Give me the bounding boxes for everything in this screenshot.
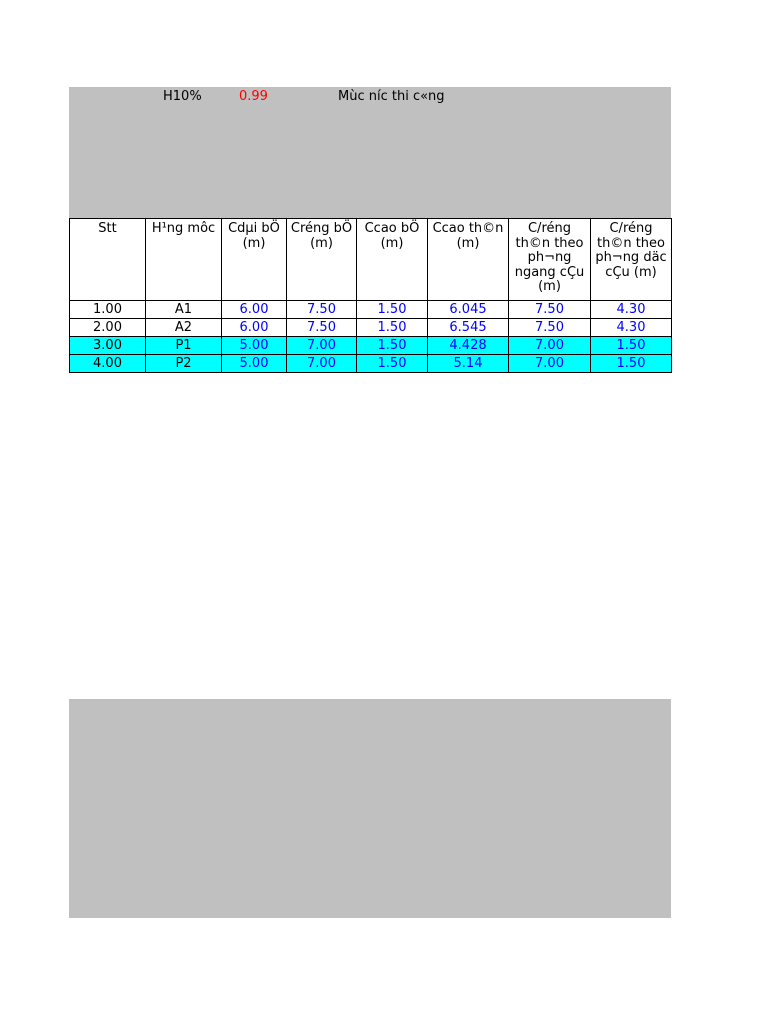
table-cell: P1 bbox=[146, 337, 222, 355]
table-cell: 1.50 bbox=[357, 337, 428, 355]
table-cell: 5.14 bbox=[428, 355, 509, 373]
table-header-row bbox=[70, 219, 672, 301]
table-cell: 6.545 bbox=[428, 319, 509, 337]
table-row bbox=[70, 301, 672, 319]
table-cell: 7.00 bbox=[287, 337, 357, 355]
table-row bbox=[70, 319, 672, 337]
table-cell: 5.00 bbox=[222, 355, 287, 373]
table-row bbox=[70, 355, 672, 373]
column-header: C/réng th©n theo ph¬ng däc cÇu (m) bbox=[591, 219, 672, 301]
column-header: H¹ng môc bbox=[146, 219, 222, 301]
table-cell: 7.50 bbox=[287, 319, 357, 337]
table-row bbox=[70, 337, 672, 355]
table-cell: A1 bbox=[146, 301, 222, 319]
pier-dimensions-table bbox=[69, 218, 672, 373]
table-cell: 6.00 bbox=[222, 301, 287, 319]
table-cell: 7.00 bbox=[287, 355, 357, 373]
table-cell: 5.00 bbox=[222, 337, 287, 355]
table-cell: 7.50 bbox=[509, 301, 591, 319]
table-cell: 1.50 bbox=[591, 355, 672, 373]
table-cell: 4.30 bbox=[591, 319, 672, 337]
column-header: Créng bÖ (m) bbox=[287, 219, 357, 301]
header-panel bbox=[69, 87, 671, 218]
footer-panel bbox=[69, 699, 671, 918]
table-cell: 7.00 bbox=[509, 355, 591, 373]
table-cell: 1.50 bbox=[591, 337, 672, 355]
water-level-label: Mùc níc thi c«ng bbox=[338, 89, 445, 104]
table-cell: 1.50 bbox=[357, 301, 428, 319]
table-cell: 2.00 bbox=[70, 319, 146, 337]
table-cell: 4.428 bbox=[428, 337, 509, 355]
table-cell: 6.045 bbox=[428, 301, 509, 319]
column-header: Ccao bÖ (m) bbox=[357, 219, 428, 301]
table-cell: 7.50 bbox=[287, 301, 357, 319]
table-cell: A2 bbox=[146, 319, 222, 337]
table-cell: P2 bbox=[146, 355, 222, 373]
table-cell: 1.00 bbox=[70, 301, 146, 319]
column-header: Cdµi bÖ (m) bbox=[222, 219, 287, 301]
table-cell: 1.50 bbox=[357, 355, 428, 373]
table-cell: 4.00 bbox=[70, 355, 146, 373]
column-header: Stt bbox=[70, 219, 146, 301]
table-cell: 6.00 bbox=[222, 319, 287, 337]
table-cell: 7.50 bbox=[509, 319, 591, 337]
column-header: C/réng th©n theo ph¬ng ngang cÇu (m) bbox=[509, 219, 591, 301]
h10-value: 0.99 bbox=[239, 89, 268, 104]
table-cell: 7.00 bbox=[509, 337, 591, 355]
h10-label: H10% bbox=[163, 89, 202, 104]
table-cell: 1.50 bbox=[357, 319, 428, 337]
column-header: Ccao th©n (m) bbox=[428, 219, 509, 301]
table-cell: 4.30 bbox=[591, 301, 672, 319]
table-cell: 3.00 bbox=[70, 337, 146, 355]
